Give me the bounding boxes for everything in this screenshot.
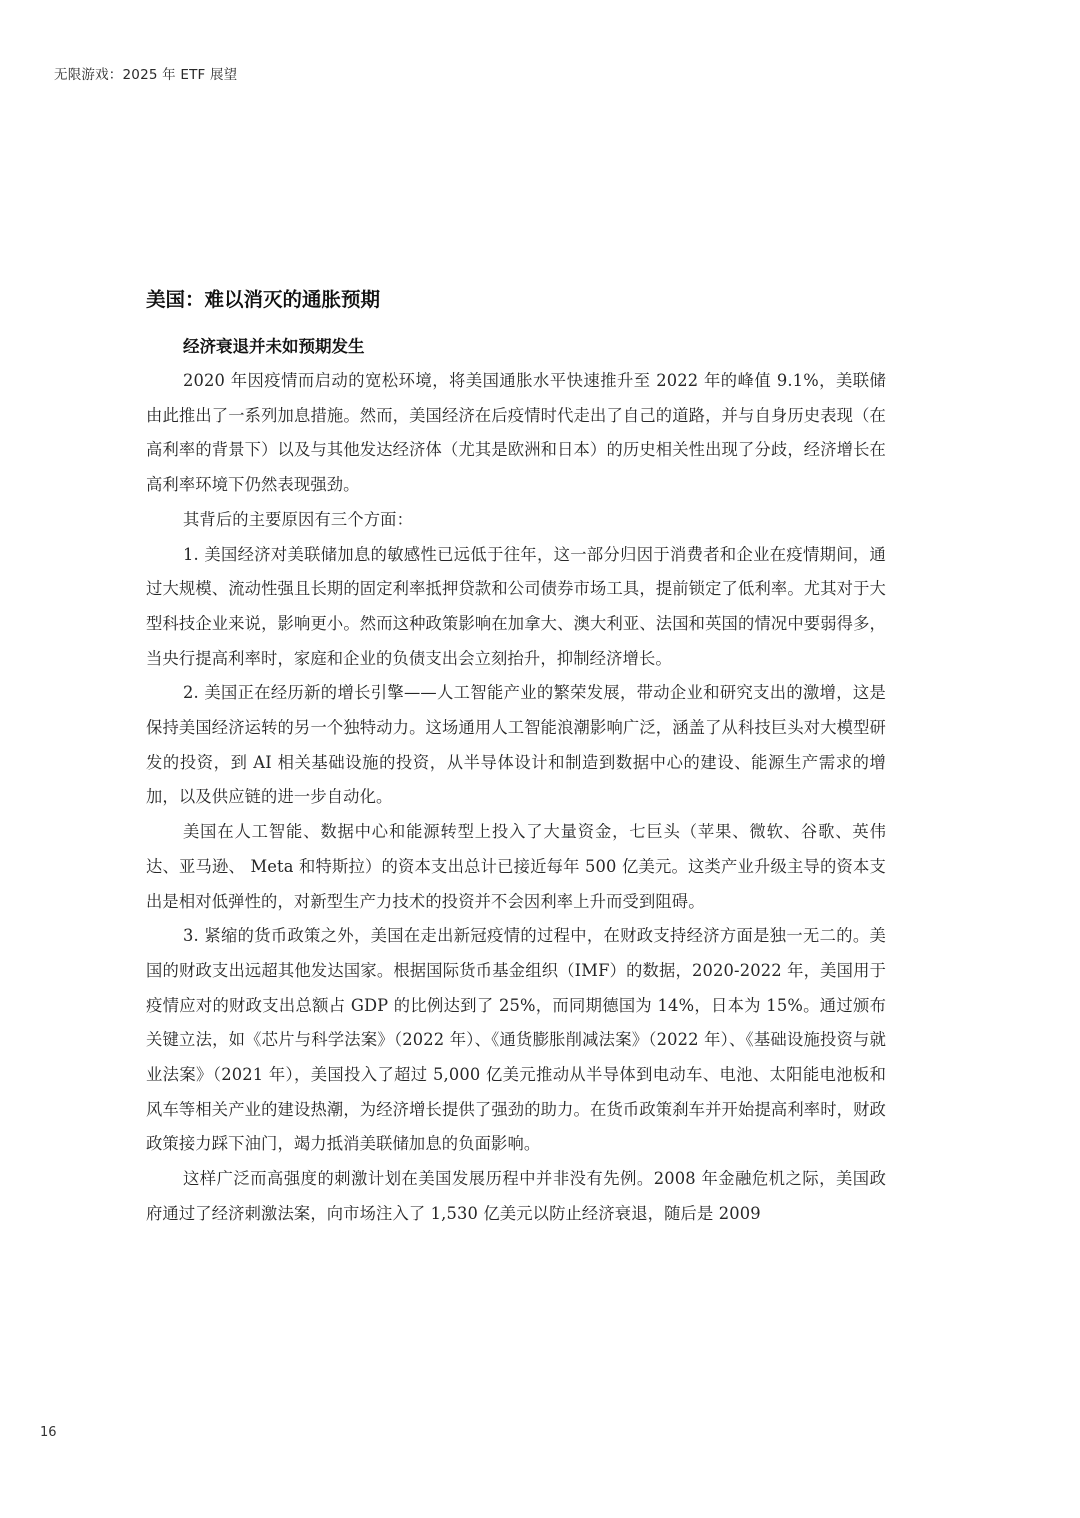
paragraph-inflation-context: 2020 年因疫情而启动的宽松环境，将美国通胀水平快速推升至 2022 年的峰值 9.1%，美联储由此推出了一系列加息措施。然而，美国经济在后疫情时代走出了自己的道路，并与自身历史表现（在高利率的背景下）以及与其他发达经济体（尤其是欧洲和日本）的历史相关性出现了分歧，经济增长在高利率环境下仍然表现强劲。 bbox=[146, 371, 886, 495]
paragraph-stimulus-precedent: 这样广泛而高强度的刺激计划在美国发展历程中并非没有先例。2008 年金融危机之际，美国政府通过了经济刺激法案，向市场注入了 1,530 亿美元以防止经济衰退，随后是 2009 bbox=[146, 1169, 886, 1223]
paragraph-reason-2: 2. 美国正在经历新的增长引擎——人工智能产业的繁荣发展，带动企业和研究支出的激增，这是保持美国经济运转的另一个独特动力。这场通用人工智能浪潮影响广泛，涵盖了从科技巨头对大模型研发的投资，到 AI 相关基础设施的投资，从半导体设计和制造到数据中心的建设、能源生产需求的增加，以及供应链的进一步自动化。 bbox=[146, 683, 886, 807]
article-body bbox=[146, 280, 886, 1232]
paragraph-reason-3: 3. 紧缩的货币政策之外，美国在走出新冠疫情的过程中，在财政支持经济方面是独一无二的。美国的财政支出远超其他发达国家。根据国际货币基金组织（IMF）的数据，2020-2022 年，美国用于疫情应对的财政支出总额占 GDP 的比例达到了 25%，而同期德国为 14%，日本为 15%。通过颁布关键立法，如《芯片与科学法案》（2022 年）、《通货膨胀削减法案》（2022 年）、《基础设施投资与就业法案》（2021 年），美国投入了超过 5,000 亿美元推动从半导体到电动车、电池、太阳能电池板和风车等相关产业的建设热潮，为经济增长提供了强劲的助力。在货币政策刹车并开始提高利率时，财政政策接力踩下油门，竭力抵消美联储加息的负面影响。 bbox=[146, 926, 886, 1154]
page-number: 16 bbox=[40, 1425, 57, 1440]
section-title: 美国：难以消灭的通胀预期 bbox=[146, 288, 381, 311]
paragraph-ai-capex: 美国在人工智能、数据中心和能源转型上投入了大量资金，七巨头（苹果、微软、谷歌、英伟达、亚马逊、 Meta 和特斯拉）的资本支出总计已接近每年 500 亿美元。这类产业升级主导的资本支出是相对低弹性的，对新型生产力技术的投资并不会因利率上升而受到阻碍。 bbox=[146, 822, 886, 911]
paragraph-three-reasons-intro: 其背后的主要原因有三个方面： bbox=[183, 509, 414, 529]
subsection-title: 经济衰退并未如预期发生 bbox=[183, 337, 365, 356]
paragraph-reason-1: 1. 美国经济对美联储加息的敏感性已远低于往年，这一部分归因于消费者和企业在疫情期间，通过大规模、流动性强且长期的固定利率抵押贷款和公司债券市场工具，提前锁定了低利率。尤其对于大型科技企业来说，影响更小。然而这种政策影响在加拿大、澳大利亚、法国和英国的情况中要弱得多，当央行提高利率时，家庭和企业的负债支出会立刻抬升，抑制经济增长。 bbox=[146, 544, 886, 668]
running-header: 无限游戏：2025 年 ETF 展望 bbox=[54, 67, 238, 83]
